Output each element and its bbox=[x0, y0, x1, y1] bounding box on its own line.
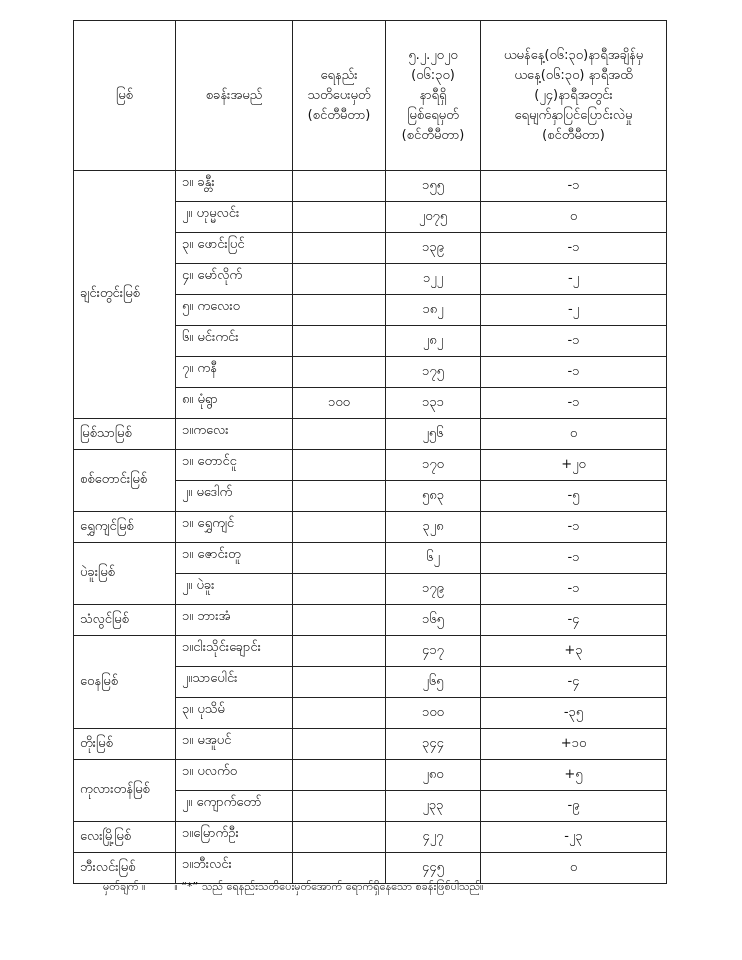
warning-level bbox=[293, 822, 386, 853]
table-row bbox=[74, 760, 667, 791]
river-name: ဘီးလင်းမြစ် bbox=[74, 853, 176, 884]
table-body bbox=[74, 171, 667, 884]
water-level: ၄၄၅ bbox=[386, 853, 481, 884]
water-level: ၁၅၅ bbox=[386, 171, 481, 202]
table-row bbox=[74, 729, 667, 760]
warning-level bbox=[293, 233, 386, 264]
warning-level bbox=[293, 264, 386, 295]
level-change: +၃ bbox=[481, 636, 667, 667]
water-level: ၁၇၀ bbox=[386, 450, 481, 481]
warning-level bbox=[293, 574, 386, 605]
station-name: ၅။ ကလေးဝ bbox=[176, 295, 293, 326]
station-name: ၁။ ပလက်ဝ bbox=[176, 760, 293, 791]
level-change: -၄ bbox=[481, 605, 667, 636]
level-change: ၀ bbox=[481, 853, 667, 884]
water-level: ၄၂၇ bbox=[386, 822, 481, 853]
water-level: ၁၆၅ bbox=[386, 605, 481, 636]
header-level-change: ယမန်နေ့(၀၆:၃၀)နာရီအချိန်မှ ယနေ့(၀၆:၃၀) နာရီအထိ (၂၄)နာရီအတွင်း ရေမျက်နှာပြင်ပြောင်းလဲမှု (စင်တီမီတာ) bbox=[481, 21, 667, 171]
river-name: တိုးမြစ် bbox=[74, 729, 176, 760]
station-name: ၁။မြောက်ဦး bbox=[176, 822, 293, 853]
station-name: ၈။ မုံရွာ bbox=[176, 388, 293, 419]
level-change: -၂၃ bbox=[481, 822, 667, 853]
water-level: ၄၁၇ bbox=[386, 636, 481, 667]
river-name: ရွှေကျင်မြစ် bbox=[74, 512, 176, 543]
level-change: -၁ bbox=[481, 574, 667, 605]
footnote-text: ။ “*” သည် ရေနည်းသတိပေးမှတ်အောက် ရောက်ရှိနေသော စခန်းဖြစ်ပါသည်။ bbox=[174, 880, 484, 893]
water-level: ၂၃၃ bbox=[386, 791, 481, 822]
river-name: ပဲခူးမြစ် bbox=[74, 543, 176, 605]
table-row bbox=[74, 543, 667, 574]
header-row bbox=[74, 21, 667, 171]
table-row bbox=[74, 419, 667, 450]
warning-level bbox=[293, 357, 386, 388]
level-change: +၁၀ bbox=[481, 729, 667, 760]
level-change: ၀ bbox=[481, 419, 667, 450]
header-water-level: ၅.၂.၂၀၂၀ (၀၆:၃၀) နာရီရှိ မြစ်ရေမှတ် (စင်တီမီတာ) bbox=[386, 21, 481, 171]
water-level: ၁၇၉ bbox=[386, 574, 481, 605]
level-change: -၁ bbox=[481, 233, 667, 264]
level-change: ၀ bbox=[481, 202, 667, 233]
warning-level bbox=[293, 326, 386, 357]
river-name: စစ်တောင်းမြစ် bbox=[74, 450, 176, 512]
level-change: -၉ bbox=[481, 791, 667, 822]
station-name: ၄။ မော်လိုက် bbox=[176, 264, 293, 295]
warning-level bbox=[293, 543, 386, 574]
warning-level bbox=[293, 760, 386, 791]
station-name: ၆။ မင်းကင်း bbox=[176, 326, 293, 357]
footnote bbox=[103, 880, 483, 896]
river-name: သံလွင်မြစ် bbox=[74, 605, 176, 636]
warning-level bbox=[293, 791, 386, 822]
table-row bbox=[74, 512, 667, 543]
station-name: ၁။ မအူပင် bbox=[176, 729, 293, 760]
warning-level bbox=[293, 295, 386, 326]
station-name: ၂။ ပဲခူး bbox=[176, 574, 293, 605]
water-level: ၂၅၆ bbox=[386, 419, 481, 450]
warning-level bbox=[293, 202, 386, 233]
water-level: ၃၄၄ bbox=[386, 729, 481, 760]
station-name: ၁။ ခန္တီး bbox=[176, 171, 293, 202]
warning-level bbox=[293, 667, 386, 698]
station-name: ၁။ ဘားအံ bbox=[176, 605, 293, 636]
level-change: -၁ bbox=[481, 171, 667, 202]
level-change: -၁ bbox=[481, 543, 667, 574]
table-row bbox=[74, 636, 667, 667]
warning-level bbox=[293, 636, 386, 667]
level-change: +၂၀ bbox=[481, 450, 667, 481]
water-level: ၂၈၀ bbox=[386, 760, 481, 791]
warning-level bbox=[293, 481, 386, 512]
station-name: ၇။ ကနီ bbox=[176, 357, 293, 388]
table-row bbox=[74, 853, 667, 884]
river-name: ကုလားတန်မြစ် bbox=[74, 760, 176, 822]
warning-level: ၁၀၀ bbox=[293, 388, 386, 419]
level-change: -၄ bbox=[481, 667, 667, 698]
water-level: ၁၂၂ bbox=[386, 264, 481, 295]
level-change: -၂ bbox=[481, 295, 667, 326]
header-station: စခန်းအမည် bbox=[176, 21, 293, 171]
water-level: ၆၂ bbox=[386, 543, 481, 574]
level-change: -၁ bbox=[481, 357, 667, 388]
warning-level bbox=[293, 729, 386, 760]
table-row bbox=[74, 605, 667, 636]
level-change: -၁ bbox=[481, 388, 667, 419]
station-name: ၁။ တောင်ငူ bbox=[176, 450, 293, 481]
level-change: -၂ bbox=[481, 264, 667, 295]
water-level: ၁၇၅ bbox=[386, 357, 481, 388]
warning-level bbox=[293, 605, 386, 636]
river-name: ချင်းတွင်းမြစ် bbox=[74, 171, 176, 419]
warning-level bbox=[293, 698, 386, 729]
water-level: ၁၃၁ bbox=[386, 388, 481, 419]
level-change: -၁ bbox=[481, 512, 667, 543]
station-name: ၁။ ဇောင်းတူ bbox=[176, 543, 293, 574]
station-name: ၁။ ရွှေကျင် bbox=[176, 512, 293, 543]
water-level: ၂၆၅ bbox=[386, 667, 481, 698]
water-level: ၅၈၃ bbox=[386, 481, 481, 512]
water-level: ၁၃၉ bbox=[386, 233, 481, 264]
warning-level bbox=[293, 419, 386, 450]
water-level: ၂၈၂ bbox=[386, 326, 481, 357]
table-row bbox=[74, 450, 667, 481]
station-name: ၂။သာပေါင်း bbox=[176, 667, 293, 698]
station-name: ၂။ ဟုမ္မလင်း bbox=[176, 202, 293, 233]
level-change: -၃၅ bbox=[481, 698, 667, 729]
level-change: -၅ bbox=[481, 481, 667, 512]
station-name: ၂။ မဒေါက် bbox=[176, 481, 293, 512]
level-change: +၅ bbox=[481, 760, 667, 791]
water-level: ၁၈၂ bbox=[386, 295, 481, 326]
water-level: ၂၀၇၅ bbox=[386, 202, 481, 233]
river-name: ဝေနမြစ် bbox=[74, 636, 176, 729]
station-name: ၁။ငါးသိုင်းချောင်း bbox=[176, 636, 293, 667]
station-name: ၁။ဘီးလင်း bbox=[176, 853, 293, 884]
station-name: ၁။ကလေး bbox=[176, 419, 293, 450]
footnote-label: မှတ်ချက် ။ bbox=[103, 880, 146, 893]
river-name: မြစ်သာမြစ် bbox=[74, 419, 176, 450]
station-name: ၂။ ကျောက်တော် bbox=[176, 791, 293, 822]
level-change: -၁ bbox=[481, 326, 667, 357]
water-level: ၁၀၀ bbox=[386, 698, 481, 729]
water-level: ၃၂၈ bbox=[386, 512, 481, 543]
river-name: လေးမြို့မြစ် bbox=[74, 822, 176, 853]
header-river: မြစ် bbox=[74, 21, 176, 171]
water-level-table bbox=[73, 20, 667, 884]
warning-level bbox=[293, 171, 386, 202]
warning-level bbox=[293, 450, 386, 481]
table-row bbox=[74, 171, 667, 202]
warning-level bbox=[293, 853, 386, 884]
station-name: ၃။ ပုသိမ် bbox=[176, 698, 293, 729]
table-row bbox=[74, 822, 667, 853]
station-name: ၃။ ဖောင်းပြင် bbox=[176, 233, 293, 264]
header-warning-level: ရေနည်း သတိပေးမှတ် (စင်တီမီတာ) bbox=[293, 21, 386, 171]
warning-level bbox=[293, 512, 386, 543]
